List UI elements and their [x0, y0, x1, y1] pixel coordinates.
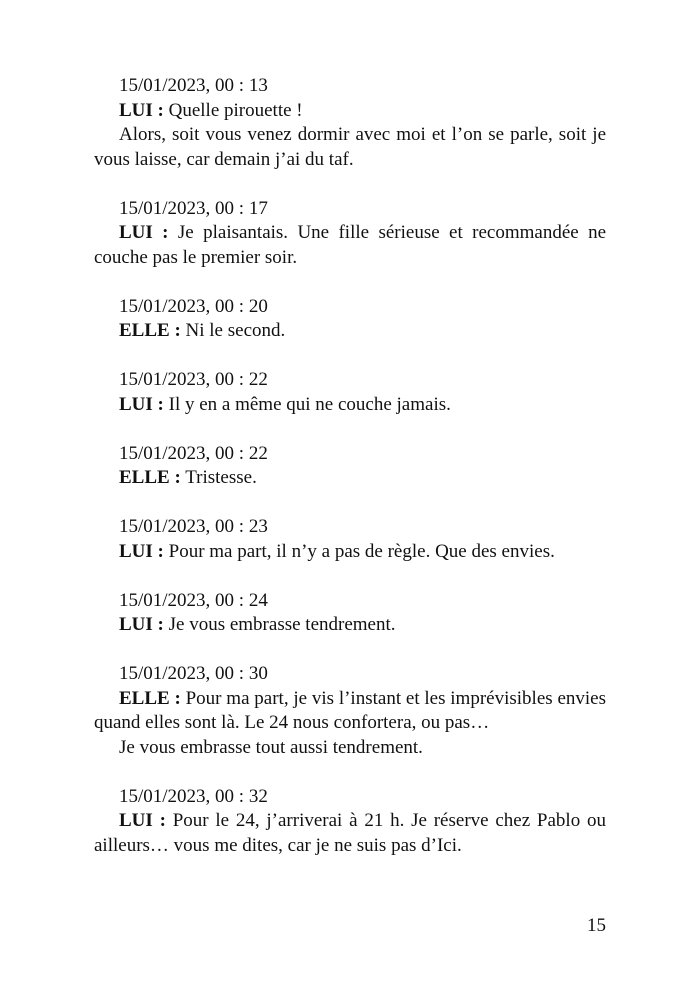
message-text: Tristesse. — [185, 467, 257, 488]
speaker-label: ELLE : — [119, 467, 181, 488]
message-text: Ni le second. — [185, 320, 286, 341]
timestamp: 15/01/2023, 00 : 30 — [119, 663, 268, 684]
message-line — [94, 540, 606, 565]
timestamp: 15/01/2023, 00 : 22 — [119, 369, 268, 390]
message-text: Pour ma part, il n’y a pas de règle. Que des envies. — [168, 540, 555, 562]
speaker-label: ELLE : — [119, 687, 181, 709]
message-entry — [94, 442, 606, 491]
timestamp: 15/01/2023, 00 : 13 — [119, 75, 268, 96]
message-entry — [94, 589, 606, 638]
message-line — [94, 319, 606, 344]
timestamp: 15/01/2023, 00 : 23 — [119, 516, 268, 537]
message-line — [94, 221, 606, 270]
message-entry — [94, 295, 606, 344]
timestamp: 15/01/2023, 00 : 24 — [119, 589, 268, 611]
message-entry — [94, 662, 606, 760]
message-line: Alors, soit vous venez dormir avec moi et l’on se parle, soit je vous laisse, car demain j’ai du taf. — [94, 124, 606, 170]
message-entry — [94, 785, 606, 859]
message-text: Je vous embrasse tendrement. — [168, 614, 396, 635]
message-line — [94, 393, 606, 418]
message-entry — [94, 368, 606, 417]
message-line — [94, 809, 606, 858]
message-line — [94, 687, 606, 736]
speaker-label: LUI : — [119, 540, 164, 562]
message-line — [94, 466, 606, 491]
speaker-label: LUI : — [119, 222, 169, 243]
page-number: 15 — [587, 915, 606, 936]
message-entry — [94, 197, 606, 271]
message-text: Quelle pirouette ! — [168, 99, 303, 121]
timestamp: 15/01/2023, 00 : 22 — [119, 442, 268, 464]
message-text: Je plaisantais. Une fille sérieuse et recommandée ne couche pas le premier soir. — [94, 222, 606, 268]
message-entry — [94, 74, 606, 172]
message-line: Je vous embrasse tout aussi tendrement. — [119, 736, 423, 758]
timestamp: 15/01/2023, 00 : 32 — [119, 785, 268, 807]
message-text: Il y en a même qui ne couche jamais. — [168, 393, 451, 415]
message-line — [94, 613, 606, 638]
timestamp: 15/01/2023, 00 : 20 — [119, 295, 268, 317]
speaker-label: LUI : — [119, 810, 166, 831]
speaker-label: LUI : — [119, 393, 164, 415]
message-entry — [94, 515, 606, 564]
page-body — [94, 74, 606, 883]
message-text: Pour le 24, j’arriverai à 21 h. Je réserve chez Pablo ou ailleurs… vous me dites, car je ne suis pas d’Ici. — [94, 810, 606, 856]
timestamp: 15/01/2023, 00 : 17 — [119, 197, 268, 219]
speaker-label: LUI : — [119, 99, 164, 121]
message-text: Pour ma part, je vis l’instant et les imprévisibles envies quand elles sont là. Le 24 nous confortera, ou pas… — [94, 687, 606, 733]
speaker-label: LUI : — [119, 614, 164, 635]
message-line — [94, 99, 606, 124]
speaker-label: ELLE : — [119, 320, 181, 341]
